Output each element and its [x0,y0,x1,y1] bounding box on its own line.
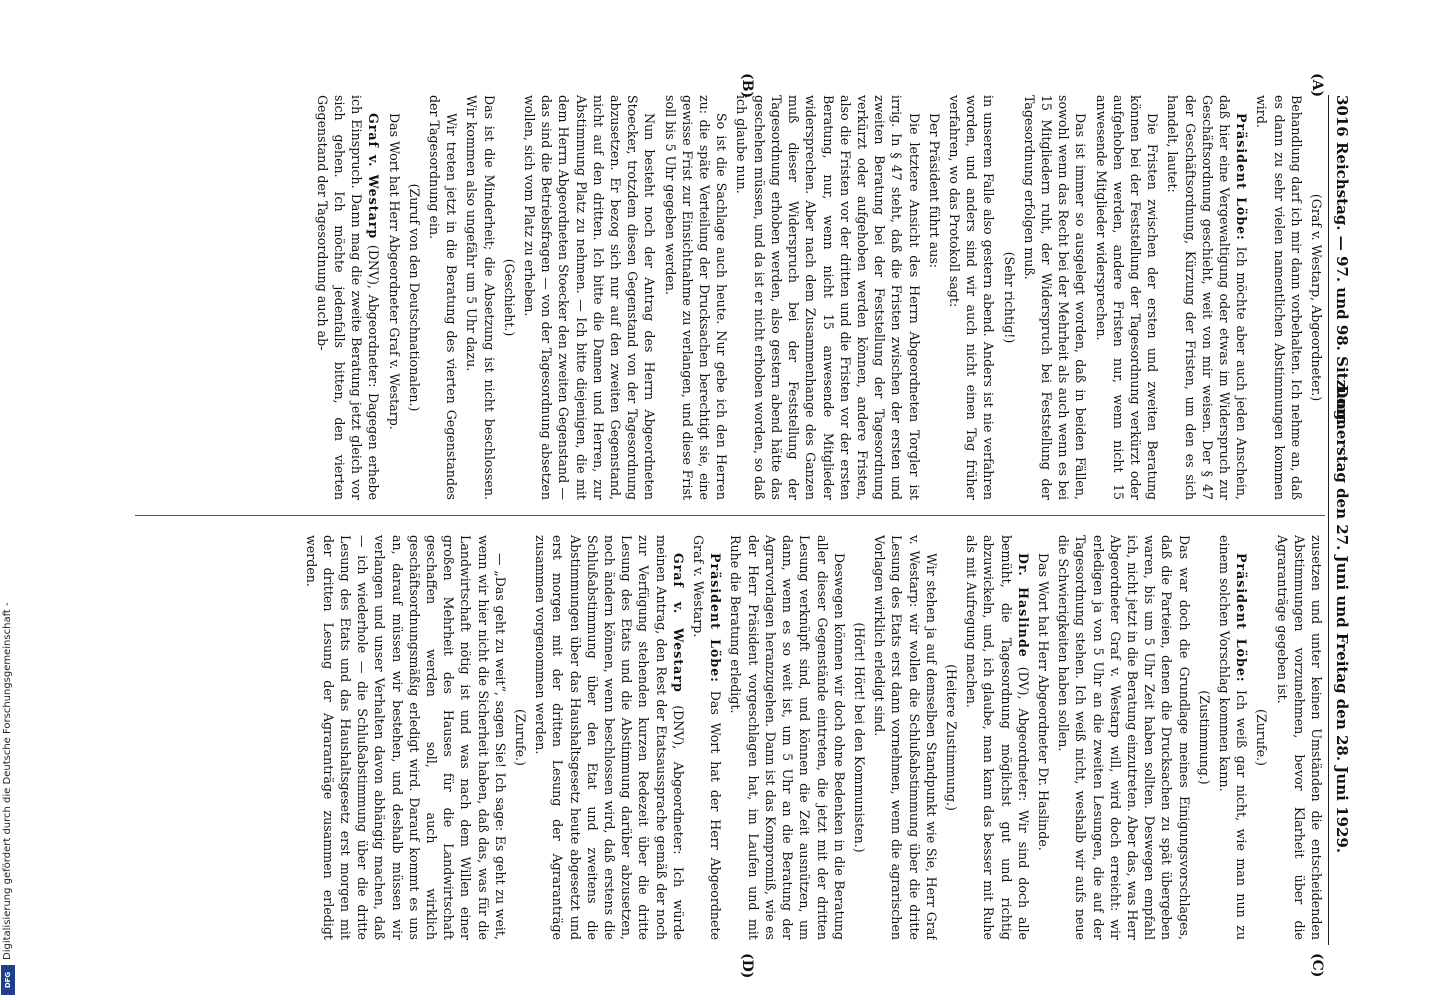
paragraph [426,95,460,500]
paragraph [851,535,868,940]
paragraph [302,535,508,940]
paragraph-text: zusetzen und unter keinen Umständen die entscheidenden Abstimmungen vorzunehmen, bevor Klarheit über die Agraranträge gegeben ist. [1274,535,1324,940]
paragraph-text: (Heitere Zustimmung.) [943,664,959,811]
column-divider [135,515,1325,516]
paragraph [943,535,960,940]
footer-credit-text: Digitalisierung gefördert durch die Deutsche Forschungsgemeinschaft - [2,602,13,960]
paragraph-text: (DNV), Abgeordneter: Dagegen erhebe ich Einspruch. Dann mag die zweite Beratung jetzt gleich vor sich gehen. Ich möchte jedenfalls bitten, den vierten Gegenstand der Tagesordnung auch ab- [314,95,382,500]
paragraph-text: Das Wort hat Herr Abgeordneter Graf v. Westarp. [386,113,402,430]
header-left: 3016 Reichstag. — 97. und 98. Sitzung. [1333,95,1351,426]
paragraph-text: Behandlung darf ich mir dann vorbehalten. Ich nehme an, daß es dann zu sehr vielen namentlichen Abstimmungen kommen wird. [1254,95,1304,500]
paragraph-text: (Graf v. Westarp, Abgeordneter.) [1309,193,1324,402]
paragraph [385,95,402,500]
paragraph-text: So ist die Sachlage auch heute. Nur gebe ich den Herren zu: die späte Verteilung der Drucksachen berechtigt sie, eine gewisse Frist zur Einsichtnahme zu verlangen, und diese Frist soll bis 5 Uhr gegeben werden. [662,95,730,500]
paragraph [727,535,847,940]
paragraph-text: (Sehr richtig!) [1001,251,1017,344]
paragraph-text: Wir treten jetzt in die Beratung des vierten Gegenstandes der Tagesordnung ein. [427,95,460,500]
paragraph [512,535,529,940]
paragraph [1196,535,1213,940]
paragraph [314,95,383,500]
paragraph-text: (Zustimmung.) [1196,690,1212,785]
speaker-name: Präsident Löbe: [1234,113,1250,241]
dfg-logo [1,965,15,995]
paragraph [1000,95,1017,500]
paragraph [733,95,922,500]
paragraph-text: Wir stehen ja auf demselben Standpunkt wie Sie, Herr Graf v. Westarp: wir wollen die Schlußabstimmung über die dritte Lesung des Etats erst dann vornehmen, wenn die agrarischen Vorlagen wirklich erledigt sind. [872,535,939,940]
paragraph-text: — „Das geht zu weit“, sagen Sie! Ich sage: Es geht zu weit, wenn wir hier nicht die Sicherheit haben, daß das, was für die Landwirtschaft nötig ist und was nach dem Willen einer großen Mehrheit des Hauses für die Landwirtschaft geschaffen werden soll, auch wirklich geschäftsordnungsmäßig erledigt wird. Darauf kommt es uns an, darauf müssen wir bestehen, und deshalb müssen wir verlangen und unser Verhalten davon abhängig machen, daß — ich wiederhole — die Schlußabstimmung über die dritte Lesung des Etats und das Haushaltsgesetz erst morgen mit der dritten Lesung der Agraranträge zusammen erledigt werden. [303,535,508,940]
paragraph [1308,95,1325,500]
paragraph-text: (Hört! Hört! bei den Kommunisten.) [851,622,867,853]
paragraph [946,95,998,500]
paragraph [1055,535,1193,940]
paragraph-text: Das ist immer so ausgelegt worden, daß in beiden Fällen, sowohl wenn das Recht bei der Mehrheit als auch wenn es bei 15 Mitgliedern ruht, der Widerspruch bei Feststellung der Tagesordnung erfolgen muß. [1021,95,1089,500]
paragraph-text: Das Wort hat Herr Abgeordneter Dr. Haslinde. [1035,553,1051,851]
margin-marker-b: (B) [739,73,755,99]
paragraph [871,535,940,940]
paragraph [406,95,423,500]
paragraph-text: (Geschieht.) [501,258,517,337]
paragraph [1216,535,1250,940]
paragraph [1164,95,1250,500]
paragraph [661,95,730,500]
paragraph [1092,95,1161,500]
margin-marker-d: (D) [739,953,755,979]
paragraph-text: Das war doch die Grundlage meines Einigungsvorschlages, daß die Parteien, denen die Drucksachen zu spät übergeben waren, bis um 5 Uhr Zeit haben sollten. Deswegen empfahl ich, nicht jetzt in die Beratung einzutreten. Aber das, was Herr Abgeordneter Graf v. Westarp will, wird doch erreicht: wir erledigen ja von 5 Uhr an die zweiten Lesungen, die auf der Tagesordnung stehen. Ich weiß nicht, weshalb wir aufs neue die Schwierigkeiten haben sollen. [1056,535,1192,940]
paragraph-text: Der Präsident führt aus: [926,113,942,269]
paragraph-text: in unserem Falle also gestern abend. Anders ist nie verfahren worden, und anders sind wir auch nicht einen Tag früher verfahren, wo das Protokoll sagt: [946,95,997,500]
paragraph [463,95,497,500]
paragraph [690,535,724,940]
speaker-name: Präsident Löbe: [1234,553,1250,683]
paragraph [1273,535,1325,940]
paragraph [1253,535,1270,940]
paragraph-text: (DNV), Abgeordneter: Ich würde meinen Antrag, den Rest der Etatsaussprache gemäß der noch zur Verfügung stehenden kurzen Redezeit über die dritte Lesung des Etats und die Abstimmung darüber abzusetzen, noch ändern können, wenn beschlossen wird, daß erstens die Schlußabstimmung über den Etat und zweitens die Abstimmungen über das Haushaltsgesetz heute abgesetzt und erst morgen mit der dritten Lesung der Agraranträge zusammen vorgenommen werden. [533,535,686,940]
paragraph [1035,535,1052,940]
speaker-name: Dr. Haslinde [1015,553,1031,658]
paragraph-text: (Zuruf von den Deutschnationalen.) [406,183,422,412]
left-column [135,95,1325,500]
paragraph-text: Das Wort hat der Herr Abgeordnete Graf v. Westarp. [691,535,724,940]
paragraph-text: Die letztere Ansicht des Herrn Abgeordneten Torgler ist irrig. In § 47 steht, daß die Fristen zwischen der ersten und zweiten Beratung bei der Feststellung der Tagesordnung verkürzt oder aufgehoben werden können, andere Fristen, also die Fristen vor der dritten und die Fristen vor der ersten Beratung, nur, wenn nicht 15 anwesende Mitglieder widersprechen. Aber nach dem Zusammenhange des Ganzen muß dieser Widerspruch bei der Feststellung der Tagesordnung erhoben werden, also gestern abend hätte das geschehen müssen, und da ist er nicht erhoben worden, so daß ich glaube nun. [734,95,922,500]
digitization-footer [0,0,16,1000]
paragraph-text: (Zurufe.) [1254,709,1270,766]
paragraph [532,535,687,940]
paragraph-text: Ich weiß gar nicht, wie man nun zu einem solchen Vorschlag kommen kann. [1216,535,1250,940]
paragraph-text: Deswegen können wir doch ohne Bedenken in die Beratung aller dieser Gegenstände eintreten, die jetzt mit der dritten Lesung verknüpft sind, und können die Zeit ausnützen, um dann, wenn es so weit ist, um 5 Uhr an die Beratung der Agrarvorlagen heranzugehen. Dann ist das Kompromiß, wie es der Herr Präsident vorgeschlagen hat, im Laufen und mit Ruhe die Beratung erledigt. [728,535,847,940]
paragraph [963,535,1032,940]
paragraph-text: Nun besteht noch der Antrag des Herrn Abgeordneten Stoecker, trotzdem diesen Gegenstand von der Tagesordnung abzusetzen. Er bezog sich nur auf den zweiten Gegenstand, nicht auf den dritten. Ich bitte die Damen und Herren, zur Abstimmung Platz zu nehmen. — Ich bitte diejenigen, die mit dem Herrn Abgeordneten Stoecker den zweiten Gegenstand — das sind die Betriebsfragen — von der Tagesordnung absetzen wollen, sich vom Platz zu erheben. [522,95,658,500]
paragraph-text: (Zurufe.) [513,709,529,766]
right-column [135,535,1325,940]
page-header [1328,95,1355,945]
paragraph-text: Das ist die Minderheit; die Absetzung ist nicht beschlossen. Wir kommen also ungefähr um 5 Uhr dazu. [464,95,497,500]
speaker-name: Graf v. Westarp [366,113,382,240]
rotated-page [127,73,1355,979]
paragraph [521,95,659,500]
paragraph [1021,95,1090,500]
paragraph [501,95,518,500]
paragraph [926,95,943,500]
header-right: Donnerstag den 27. Juni und Freitag den 28. Juni 1929. [1333,385,1351,854]
margin-marker-a: (A) [1309,73,1325,98]
paragraph-text: Ich möchte aber auch jeden Anschein, daß hier eine Vergewaltigung oder etwas im Widerspruch zur Geschäftsordnung geschieht, weit von mir weisen. Der § 47 der Geschäftsordnung, Kürzung der Fristen, um den es sich handelt, lautet: [1165,95,1250,500]
margin-marker-c: (C) [1309,953,1325,978]
paragraph-text: Die Fristen zwischen der ersten und zweiten Beratung können bei der Feststellung der Tagesordnung verkürzt oder aufgehoben werden, andere Fristen nur, wenn nicht 15 anwesende Mitglieder widersprechen. [1093,95,1161,500]
paragraph [1253,95,1305,500]
paragraph-text: (DV), Abgeordneter: Wir sind doch alle bemüht, die Tagesordnung möglichst gut und richtig abzuwickeln, und, ich glaube, man kann das besser mit Ruhe als mit Aufregung machen. [964,535,1031,940]
dfg-logo-text: DFG [4,971,12,989]
speaker-name: Präsident Löbe: [708,553,724,683]
speaker-name: Graf v. Westarp [670,553,686,693]
